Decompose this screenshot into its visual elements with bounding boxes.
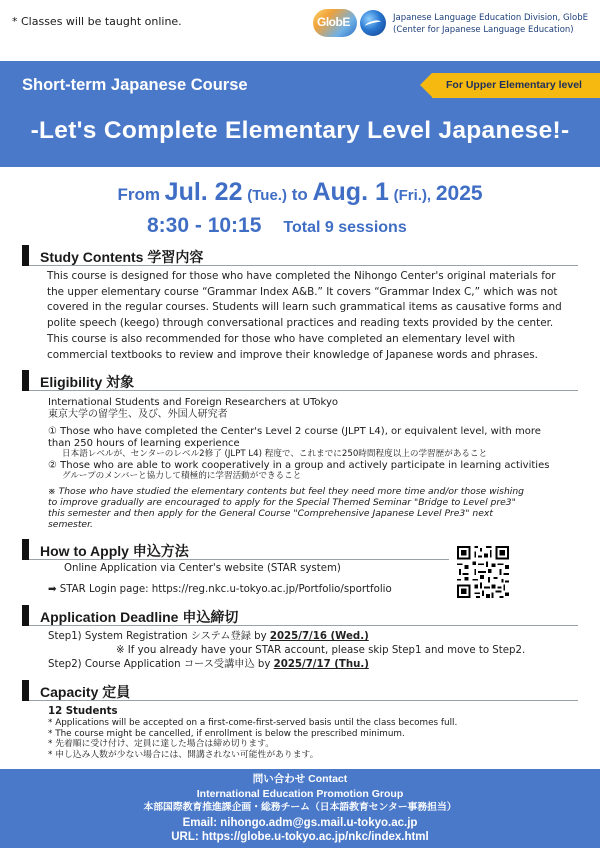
star-login-link[interactable]: ➡ STAR Login page: https://reg.nkc.u-tokyo.ac.jp/Portfolio/sportfolio bbox=[48, 584, 392, 595]
capacity-note: * 申し込み人数が少ない場合には、開講されない可能性があります。 bbox=[48, 749, 319, 760]
step2-label: Step2) Course Application コース受講申込 by bbox=[48, 659, 274, 670]
contact-email[interactable]: Email: nihongo.adm@gs.mail.u-tokyo.ac.jp bbox=[182, 816, 418, 829]
how-to-apply-title: How to Apply 申込方法 bbox=[40, 543, 189, 559]
study-line: the upper elementary course “Grammar Index A&B.” It covers “Grammar Index C,” which was not bbox=[47, 285, 558, 298]
eligibility-heading bbox=[22, 370, 578, 391]
online-note: * Classes will be taught online. bbox=[12, 15, 182, 28]
course-subtitle: Short-term Japanese Course bbox=[22, 76, 248, 94]
end-date: Aug. 1 bbox=[312, 178, 389, 206]
level-tag bbox=[432, 73, 600, 98]
heading-bar bbox=[22, 605, 29, 626]
contact-url[interactable]: URL: https://globe.u-tokyo.ac.jp/nkc/index.html bbox=[171, 831, 429, 843]
note-line: this semester and then apply for the General Course "Comprehensive Japanese Level Pre3" next bbox=[48, 507, 493, 519]
org-name bbox=[393, 12, 588, 36]
eligibility-item-2: ② Those who are able to work cooperatively in a group and actively participate in learning activities bbox=[48, 459, 550, 471]
course-title: -Let's Complete Elementary Level Japanese!- bbox=[30, 117, 570, 144]
globe-icon bbox=[360, 10, 386, 36]
deadline-heading bbox=[22, 605, 578, 626]
study-line: This course is designed for those who have completed the Nihongo Center's original materials for bbox=[47, 270, 556, 282]
contact-heading: 問い合わせ Contact bbox=[252, 773, 348, 785]
heading-bar bbox=[22, 539, 29, 560]
org-name-line1: Japanese Language Education Division, GlobE bbox=[393, 13, 588, 23]
heading-bar bbox=[22, 680, 29, 701]
contact-footer bbox=[0, 769, 600, 848]
capacity-heading bbox=[22, 680, 578, 701]
level-tag-text: For Upper Elementary level bbox=[446, 79, 582, 91]
note-line: ※ Those who have studied the elementary contents but feel they need more time and/or those wishing bbox=[48, 485, 525, 497]
deadline-title: Application Deadline 申込締切 bbox=[40, 609, 239, 625]
step1-note: ※ If you already have your STAR account, please skip Step1 and move to Step2. bbox=[116, 645, 526, 656]
step2-date: 2025/7/17 (Thu.) bbox=[273, 659, 369, 670]
capacity-title: Capacity 定員 bbox=[40, 684, 131, 700]
contact-team: 本部国際教育推進課企画・総務チーム（日本語教育センター事務担当） bbox=[143, 802, 457, 813]
eligibility-item-1: ① Those who have completed the Center's Level 2 course (JLPT L4), or equivalent level, with more bbox=[48, 426, 541, 437]
study-line: polite speech (keego) through conversational practices and reading texts provided by the center. bbox=[47, 317, 554, 330]
contact-group: International Education Promotion Group bbox=[196, 787, 404, 800]
eligibility-intro-ja: 東京大学の留学生、及び、外国人研究者 bbox=[48, 408, 228, 420]
eligibility-item-1-ja: 日本語レベルが、センターのレベル2修了 (JLPT L4) 程度で、これまでに250時間程度以上の学習歴があること bbox=[62, 449, 488, 459]
apply-method: Online Application via Center's website (STAR system) bbox=[64, 563, 341, 574]
qr-code[interactable] bbox=[455, 544, 511, 600]
eligibility-intro-en: International Students and Foreign Researchers at UTokyo bbox=[48, 397, 339, 408]
to-word: to bbox=[291, 185, 308, 204]
session-count: Total 9 sessions bbox=[283, 219, 407, 236]
eligibility-body bbox=[48, 397, 593, 530]
heading-bar bbox=[22, 245, 29, 266]
course-dates bbox=[0, 178, 600, 207]
class-time bbox=[147, 214, 407, 238]
year: 2025 bbox=[435, 182, 483, 205]
deadline-step2 bbox=[48, 657, 369, 673]
capacity-count: 12 Students bbox=[48, 706, 118, 717]
title-banner bbox=[0, 61, 600, 167]
org-name-line2: (Center for Japanese Language Education) bbox=[393, 25, 574, 35]
step1-label: Step1) System Registration システム登録 by bbox=[48, 631, 270, 642]
start-date: Jul. 22 bbox=[164, 178, 243, 206]
eligibility-note bbox=[48, 486, 593, 531]
globe-badge bbox=[313, 9, 357, 37]
capacity-body bbox=[48, 706, 457, 760]
heading-bar bbox=[22, 370, 29, 391]
study-line: covered in the regular courses. Students will learn such grammatical items as causative forms and bbox=[47, 301, 562, 314]
step1-date: 2025/7/16 (Wed.) bbox=[269, 631, 369, 642]
eligibility-item-1-cont: than 250 hours of learning experience bbox=[48, 437, 240, 449]
capacity-note: * 先着順に受け付け、定員に達した場合は締め切ります。 bbox=[48, 739, 275, 750]
study-line: This course is also recommended for those who have completed an elementary level with bbox=[47, 332, 516, 345]
study-contents-title: Study Contents 学習内容 bbox=[40, 249, 204, 265]
capacity-note: * Applications will be accepted on a first-come-first-served basis until the class becomes full. bbox=[48, 718, 458, 728]
eligibility-title: Eligibility 対象 bbox=[40, 374, 135, 390]
note-line: semester. bbox=[48, 519, 93, 531]
globe-logo bbox=[313, 5, 596, 43]
start-day: (Tue.) bbox=[247, 187, 287, 204]
study-contents-heading bbox=[22, 245, 578, 266]
study-line: commercial textbooks to review and improve their knowledge of Japanese words and phrases. bbox=[47, 348, 538, 361]
eligibility-item-2-ja: グループのメンバーと協力して積極的に学習活動ができること bbox=[62, 471, 302, 481]
globe-badge-text: GlobE bbox=[317, 15, 350, 29]
from-word: From bbox=[117, 185, 160, 204]
end-day: (Fri.), bbox=[393, 187, 432, 204]
time-range: 8:30 - 10:15 bbox=[147, 214, 262, 237]
note-line: to improve gradually are encouraged to apply for the Special Themed Seminar "Bridge to Level pre3" bbox=[48, 496, 516, 508]
study-contents-text bbox=[47, 269, 587, 363]
capacity-note: * The course might be cancelled, if enrollment is below the prescribed minimum. bbox=[48, 728, 405, 739]
